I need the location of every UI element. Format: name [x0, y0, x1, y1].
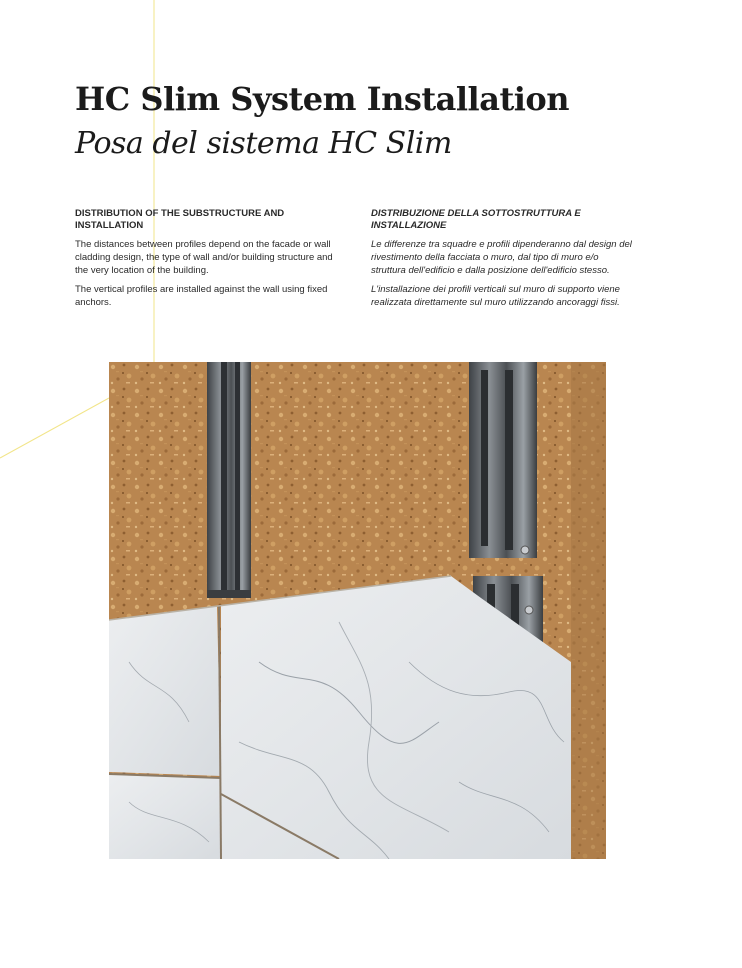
paragraph-it-2: L'installazione dei profili verticali sul muro di supporto viene realizzata direttamente sul muro utilizzando ancoraggi fissi. — [371, 284, 620, 308]
section-heading-it: DISTRIBUZIONE DELLA SOTTOSTRUTTURA E INSTALLAZIONE — [371, 208, 581, 231]
paragraph-it-1: Le differenze tra squadre e profili dipenderanno dal design del rivestimento della facciata o muro, dal tipo di muro e/o struttura dell'edificio e dalla posizione dell'edificio stesso. — [371, 239, 632, 276]
page-subtitle-italian: Posa del sistema HC Slim — [75, 126, 452, 161]
paragraph-en-2: The vertical profiles are installed against the wall using fixed anchors. — [75, 284, 328, 308]
paragraph-en-1: The distances between profiles depend on the facade or wall cladding design, the type of wall and/or building structure and the very location of the building. — [75, 239, 333, 276]
page-title: HC Slim System Installation — [75, 80, 569, 118]
section-italian — [371, 208, 633, 315]
installation-photo — [109, 362, 606, 859]
section-heading-en: DISTRIBUTION OF THE SUBSTRUCTURE AND INSTALLATION — [75, 208, 285, 231]
section-english — [75, 208, 337, 315]
